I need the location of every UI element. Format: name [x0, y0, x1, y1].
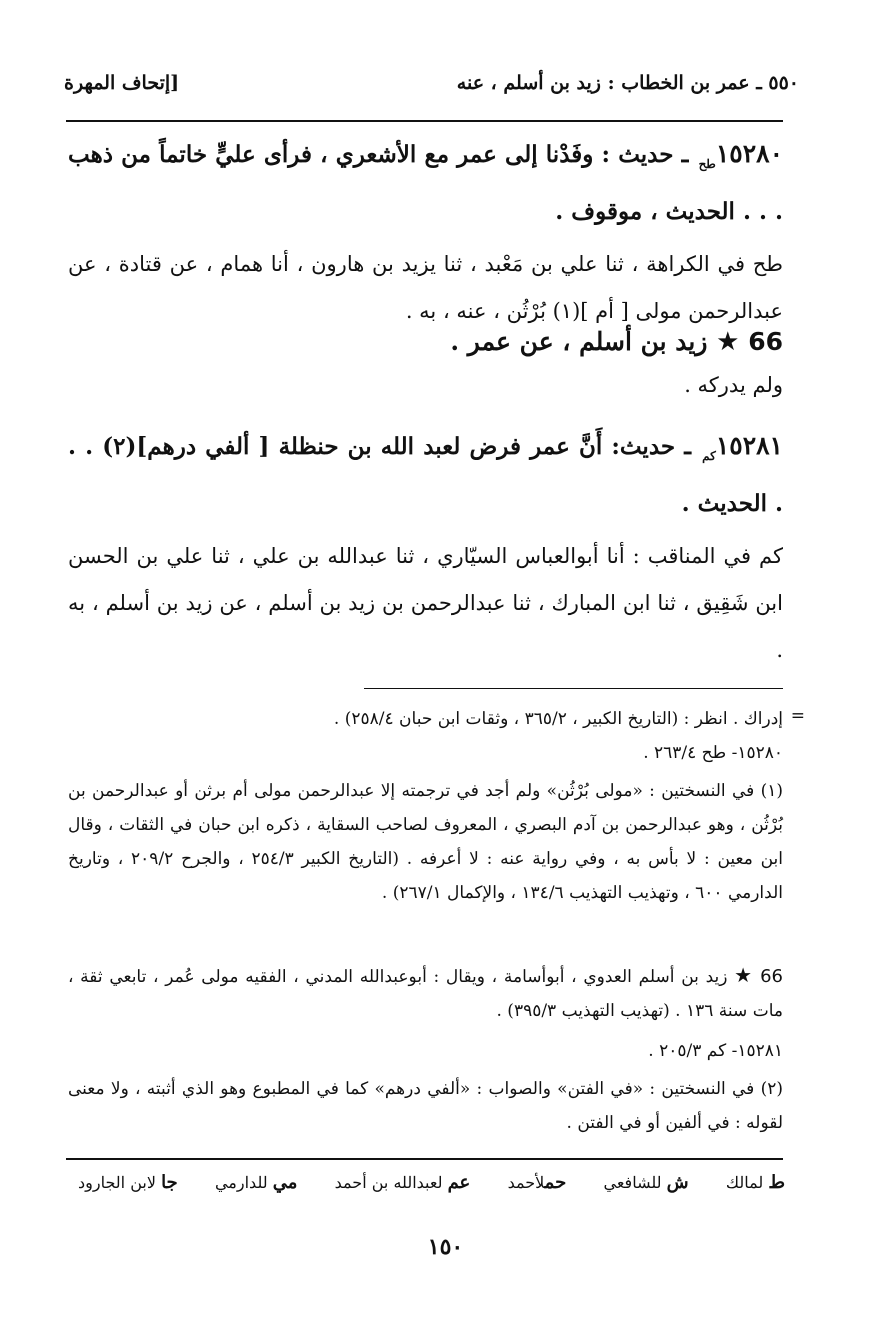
- entry-15280-text: ـ حديث : وفَدْنا إلى عمر مع الأشعري ، فرأى عليٍّ خاتماً من ذهب . . . الحديث ، موقوف .: [68, 141, 783, 225]
- legend-item: ش للشافعي: [603, 1172, 689, 1193]
- bio-number: 66: [760, 966, 783, 987]
- legend-item: مي للدارمي: [214, 1172, 298, 1193]
- running-header-book-title: [إتحاف المهرة: [64, 72, 180, 94]
- entry-15281: [68, 422, 783, 674]
- entry-15280-isnad: طح في الكراهة ، ثنا علي بن مَعْبد ، ثنا يزيد بن هارون ، أنا همام ، عن قتادة ، عن عبدالرحمن مولى [ أم ](١) بُرْثُن ، عنه ، به .: [68, 251, 783, 323]
- legend-item: حملأحمد: [507, 1172, 567, 1193]
- entry-15281-isnad: كم في المناقب : أنا أبوالعباس السيّاري ، ثنا عبدالله بن علي ، ثنا علي بن الحسن ابن شَقِيق ، ثنا ابن المبارك ، ثنا عبدالرحمن بن زيد بن أسلم ، عن زيد بن أسلم ، به .: [68, 543, 783, 662]
- section-66-title: زيد بن أسلم ، عن عمر .: [450, 327, 708, 356]
- legend-item: جا لابن الجارود: [78, 1172, 178, 1193]
- entry-15281-text: ـ حديث: أَنَّ عمر فرض لعبد الله بن حنظلة [ ألفي درهم](٢) . . . الحديث .: [68, 433, 783, 517]
- footnote-separator: [364, 688, 783, 689]
- footnote-ref-15281: ١٥٢٨١- كم ٢٠٥/٣ .: [648, 1041, 783, 1061]
- footnote-continuation: إدراك . انظر : (التاريخ الكبير ، ٣٦٥/٢ ، وثقات ابن حبان ٢٥٨/٤) .: [333, 709, 783, 729]
- legend-rule: [66, 1158, 783, 1160]
- footnote-ref-15280: ١٥٢٨٠- طح ٢٦٣/٤ .: [643, 743, 783, 763]
- legend-item: ط لمالك: [725, 1172, 785, 1193]
- entry-15281-number: ١٥٢٨١: [715, 431, 783, 460]
- entry-15280-source-tag: طح: [698, 156, 716, 171]
- legend-item: عم لعبدالله بن أحمد: [334, 1172, 471, 1193]
- entry-15281-hadith: [68, 422, 783, 527]
- running-header-chapter: ٥٥٠ ـ عمر بن الخطاب : زيد بن أسلم ، عنه: [456, 72, 799, 94]
- entry-15280-hadith: [68, 130, 783, 235]
- star-icon: ★: [734, 963, 754, 987]
- entry-15280-number: ١٥٢٨٠: [715, 139, 783, 168]
- section-66-note: ولم يدركه .: [684, 373, 783, 397]
- star-icon: ★: [716, 327, 740, 357]
- abbreviation-legend: [78, 1172, 785, 1193]
- header-rule: [66, 120, 783, 122]
- footnote-bio-66: [68, 958, 783, 1028]
- footnote-1: (١) في النسختين : «مولى بُرْثُن» ولم أجد في ترجمته إلا عبدالرحمن مولى أم برثن أو عبدالرحمن بن بُرْثُن ، وهو عبدالرحمن بن آدم البصري ، المعروف لصاحب السقاية ، ذكره ابن حبان في الثقات ، وقال ابن معين : لا بأس به ، وفي رواية عنه : لا أعرفه . (التاريخ الكبير ٢٥٤/٣ ، والجرح ٢٠٩/٢ ، وتاريخ الدارمي ٦٠٠ ، وتهذيب التهذيب ١٣٤/٦ ، والإكمال ٢٦٧/١) .: [68, 781, 783, 903]
- section-66-heading: [68, 318, 783, 366]
- section-66: [68, 318, 783, 409]
- bio-text: زيد بن أسلم العدوي ، أبوأسامة ، ويقال : أبوعبدالله المدني ، الفقيه مولى عُمر ، تابعي ثقة ، مات سنة ١٣٦ . (تهذيب التهذيب ٣٩٥/٣) .: [68, 967, 783, 1021]
- entry-15280: [68, 130, 783, 335]
- section-66-number: 66: [748, 327, 783, 356]
- continuation-marker: =: [790, 706, 805, 726]
- entry-15281-source-tag: كم: [702, 448, 716, 463]
- footnote-2: (٢) في النسختين : «في الفتن» والصواب : «ألفي درهم» كما في المطبوع وهو الذي أثبته ، ولا معنى لقوله : في ألفين أو في الفتن .: [68, 1079, 783, 1133]
- page-number: ١٥٠: [427, 1234, 464, 1260]
